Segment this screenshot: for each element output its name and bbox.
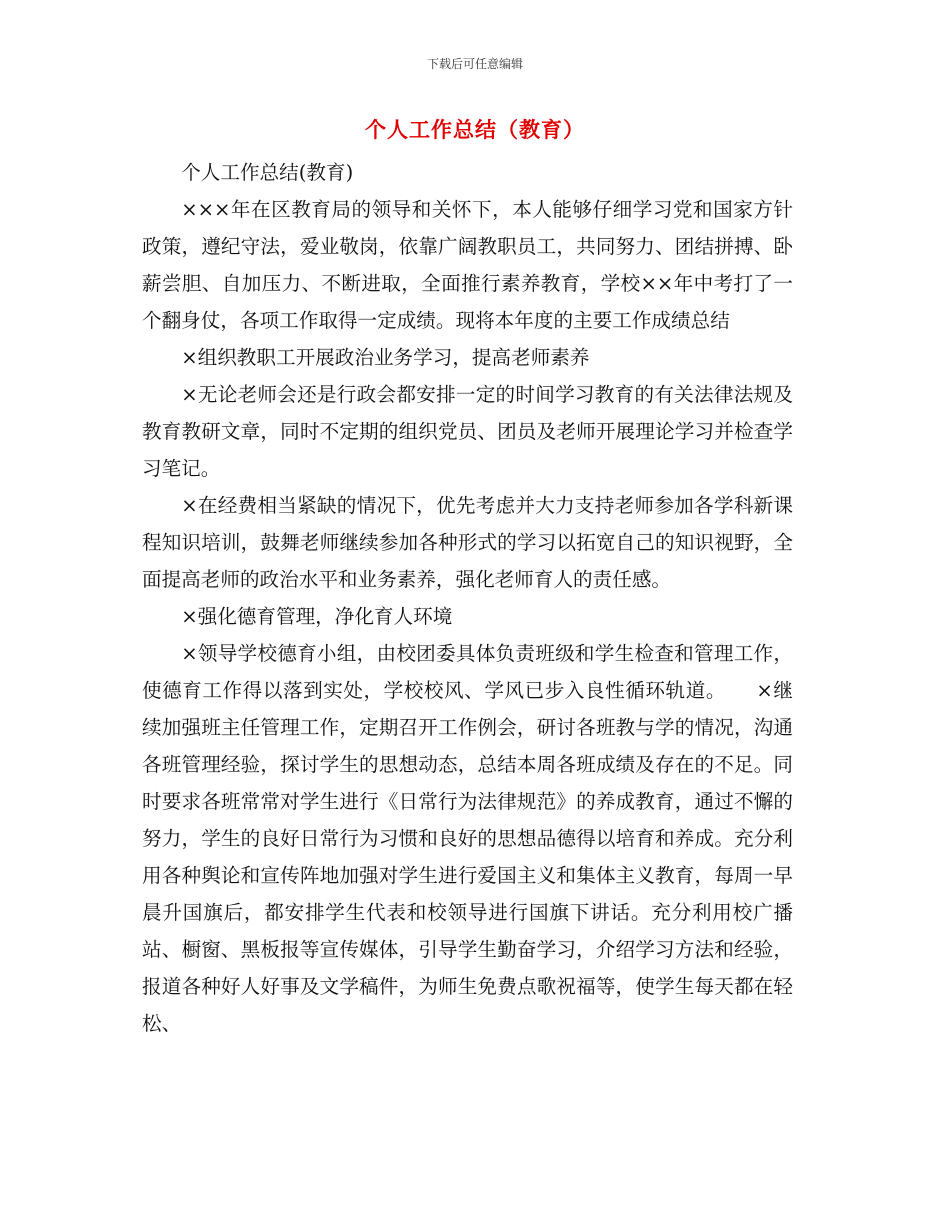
- page-header-note: 下载后可任意编辑: [426, 57, 523, 71]
- paragraph: ×领导学校德育小组，由校团委具体负责班级和学生检查和管理工作，使德育工作得以落到实处，学校校风、学风已步入良性循环轨道。 ×继续加强班主任管理工作，定期召开工作例会，研讨各班教与学的情况，沟通各班管理经验，探讨学生的思想动态，总结本周各班成绩及存在的不足。同时要求各班常常对学生进行《日常行为法律规范》的养成教育，通过不懈的努力，学生的良好日常行为习惯和良好的思想品德得以培育和养成。充分利用各种舆论和宣传阵地加强对学生进行爱国主义和集体主义教育，每周一早晨升国旗后，都安排学生代表和校领导进行国旗下讲话。充分利用校广播站、橱窗、黑板报等宣传媒体，引导学生勤奋学习，介绍学习方法和经验，报道各种好人好事及文学稿件，为师生免费点歌祝福等，使学生每天都在轻松、: [142, 642, 793, 1035]
- paragraph: ×无论老师会还是行政会都安排一定的时间学习教育的有关法律法规及教育教研文章，同时不定期的组织党员、团员及老师开展理论学习并检查学习笔记。: [142, 383, 793, 480]
- paragraph: ×在经费相当紧缺的情况下，优先考虑并大力支持老师参加各学科新课程知识培训，鼓舞老师继续参加各种形式的学习以拓宽自己的知识视野，全面提高老师的政治水平和业务素养，强化老师育人的责任感。: [142, 494, 793, 591]
- document-body: [142, 154, 793, 1042]
- paragraph-section-heading: ×组织教职工开展政治业务学习，提高老师素养: [181, 346, 590, 369]
- paragraph-subtitle: 个人工作总结(教育): [181, 161, 354, 184]
- paragraph-section-heading: ×强化德育管理，净化育人环境: [181, 605, 453, 628]
- paragraph-intro: ×××年在区教育局的领导和关怀下，本人能够仔细学习党和国家方针政策，遵纪守法，爱业敬岗，依靠广阔教职员工，共同努力、团结拼搏、卧薪尝胆、自加压力、不断进取，全面推行素养教育，学校××年中考打了一个翻身仗，各项工作取得一定成绩。现将本年度的主要工作成绩总结: [142, 198, 793, 332]
- document-title: 个人工作总结（教育）: [365, 117, 585, 142]
